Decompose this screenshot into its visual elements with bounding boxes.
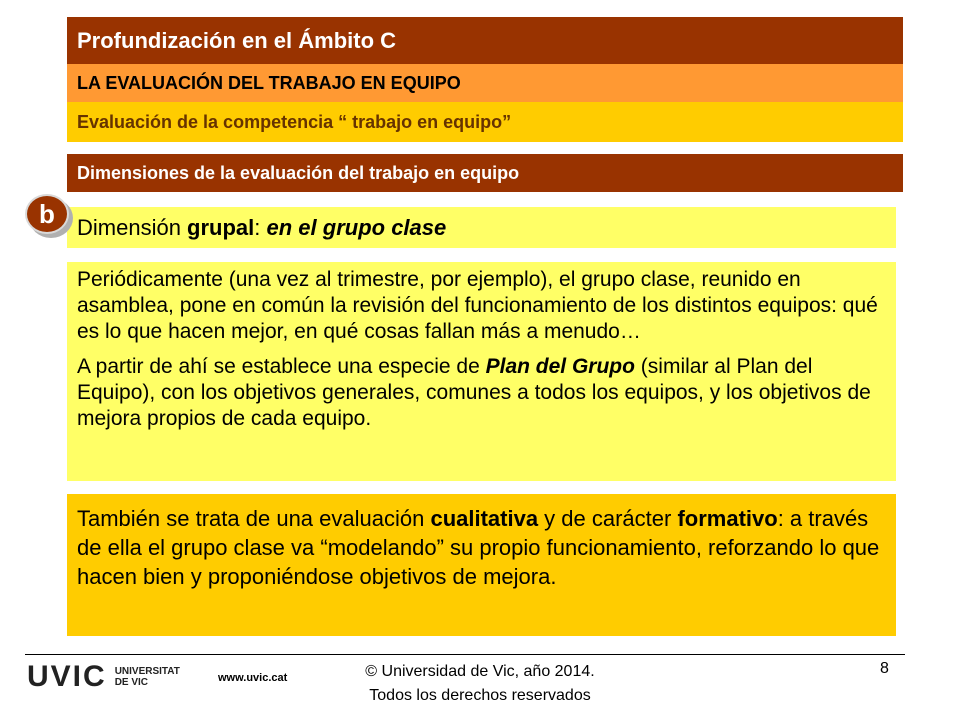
para2-before: A partir de ahí se establece una especie de — [77, 355, 486, 378]
page-number: 8 — [880, 660, 889, 677]
summary-box — [67, 494, 896, 636]
body-text-box — [67, 262, 896, 481]
logo-name — [115, 666, 180, 688]
subtitle-banner — [67, 64, 903, 102]
summary-part1: También se trata de una evaluación — [77, 506, 431, 531]
dimension-emphasis: en el grupo clase — [266, 214, 447, 240]
logo-mark: UVIC — [27, 660, 107, 693]
footer-url[interactable]: www.uvic.cat — [218, 672, 288, 684]
footer-copyright — [320, 660, 640, 708]
body-paragraph-2 — [77, 354, 886, 432]
summary-part2: y de carácter — [538, 506, 678, 531]
dimension-box — [67, 207, 896, 248]
copyright-line-2: Todos los derechos reservados — [369, 687, 591, 704]
competence-banner — [67, 102, 903, 142]
badge-letter: b — [39, 198, 55, 229]
competence-text: Evaluación de la competencia “ trabajo en equipo” — [77, 111, 512, 132]
section-heading-text: Dimensiones de la evaluación del trabajo en equipo — [77, 162, 520, 183]
slide-title-text: Profundización en el Ámbito C — [77, 27, 397, 53]
footer-divider — [25, 654, 905, 655]
summary-bold-formativo: formativo — [677, 506, 778, 531]
dimension-colon: : — [254, 214, 267, 240]
logo-line-1: UNIVERSITAT — [114, 666, 180, 677]
logo-line-2: DE VIC — [114, 677, 149, 688]
body-paragraph-1: Periódicamente (una vez al trimestre, por ejemplo), el grupo clase, reunido en asamblea, pone en común la revisión del funcionamiento de los distintos equipos: qué es lo que hacen mejor, en qué cosas fallan más a menudo… — [77, 268, 878, 343]
badge-disc — [25, 194, 69, 234]
subtitle-text: LA EVALUACIÓN DEL TRABAJO EN EQUIPO — [77, 72, 461, 93]
copyright-line-1: © Universidad de Vic, año 2014. — [365, 663, 595, 680]
slide-title — [67, 17, 903, 64]
summary-part3: : a través de ella el grupo clase va “modelando” su propio funcionamiento, reforzando lo que hacen bien y proponiéndose objetivos de mejora. — [77, 506, 880, 589]
dimension-prefix: Dimensión — [77, 214, 188, 240]
letter-badge — [25, 194, 73, 238]
section-heading — [67, 154, 903, 192]
plan-del-grupo: Plan del Grupo — [485, 355, 635, 378]
dimension-bold: grupal — [187, 214, 255, 240]
para2-after: (similar al Plan del Equipo), con los objetivos generales, comunes a todos los equipos, y los objetivos de mejora propios de cada equipo. — [77, 355, 871, 430]
uvic-logo — [27, 660, 180, 694]
summary-bold-cualitativa: cualitativa — [430, 506, 539, 531]
